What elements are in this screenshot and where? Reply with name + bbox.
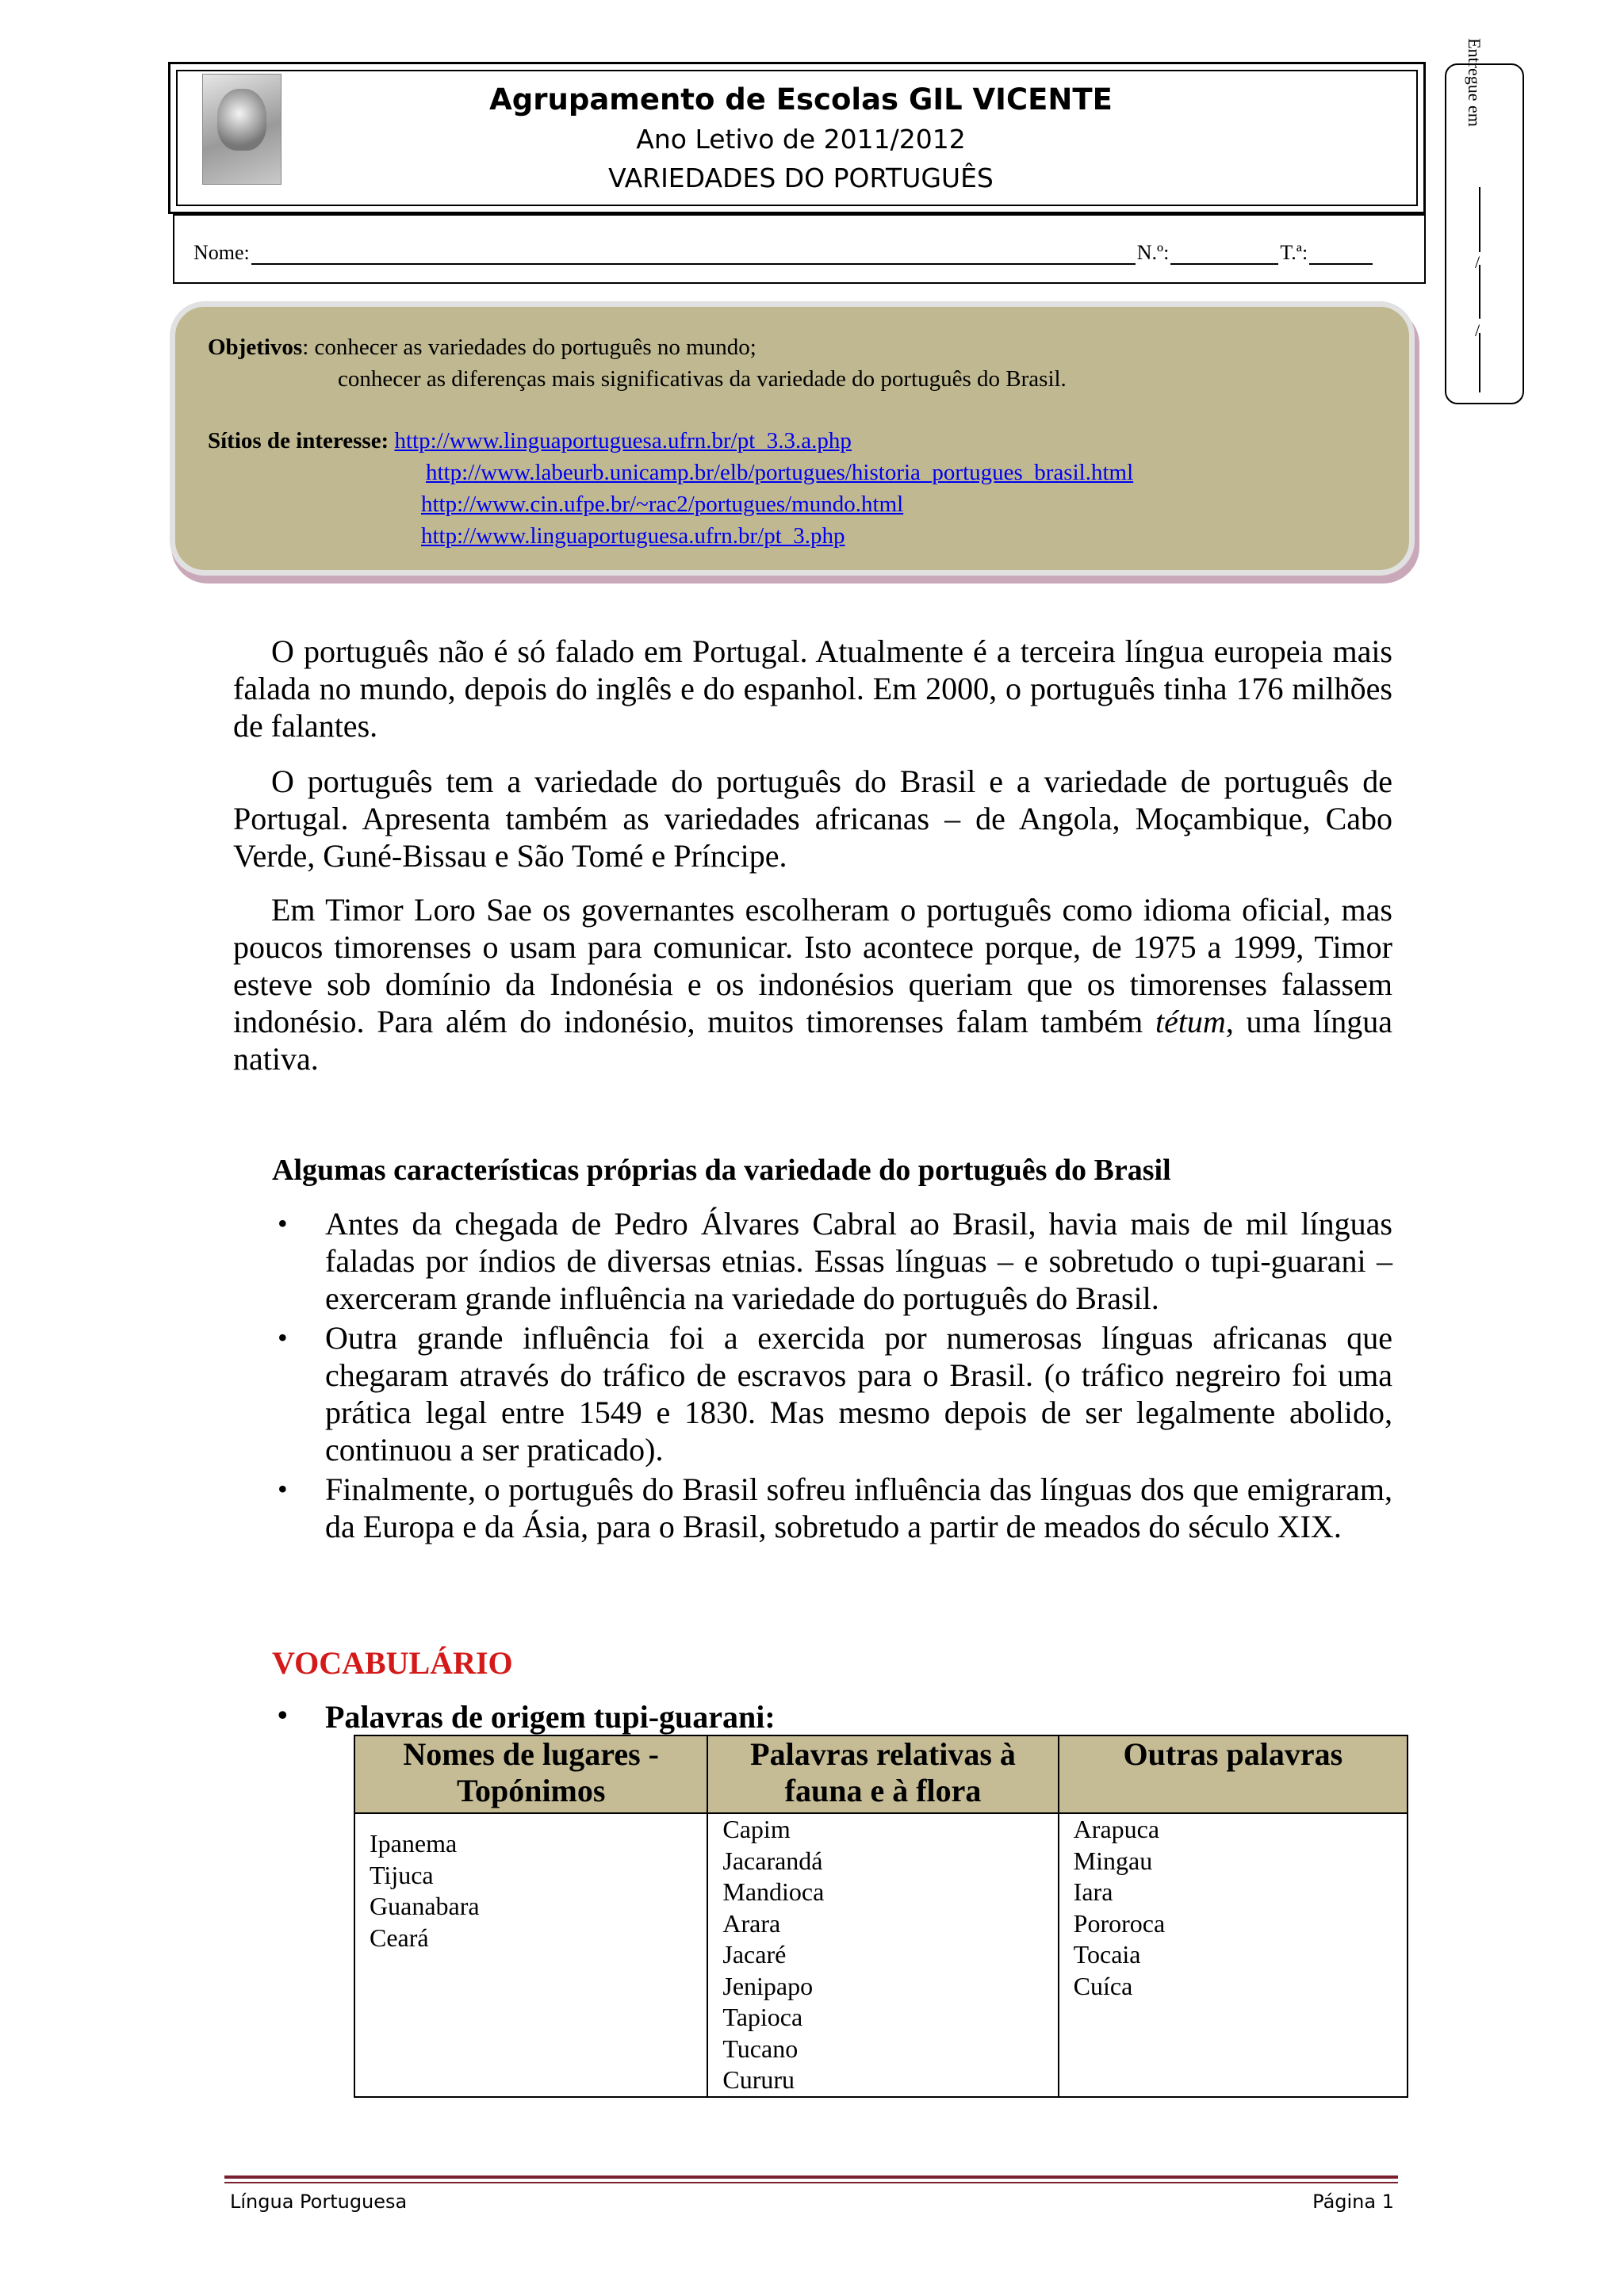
table-cell-word: Arara <box>722 1908 781 1938</box>
objectives-label: Objetivos <box>208 335 303 360</box>
table-cell-word: Cururu <box>722 2065 795 2094</box>
delivery-date-label: Entregue em <box>1465 38 1484 127</box>
table-cell-word: Jacaré <box>722 1940 787 1969</box>
worksheet-title: VARIEDADES DO PORTUGUÊS <box>608 163 994 193</box>
table-header: Nomes de lugares -Topónimos <box>354 1735 707 1813</box>
name-label: Nome: <box>193 241 250 264</box>
table-cell-word: Tijuca <box>370 1860 434 1889</box>
delivery-day-field[interactable] <box>1479 187 1480 252</box>
vocabulary-title: VOCABULÁRIO <box>272 1645 513 1681</box>
footer-subject: Língua Portuguesa <box>230 2191 408 2213</box>
school-year: Ano Letivo de 2011/2012 <box>636 124 966 155</box>
sites-line-3 <box>421 488 903 520</box>
site-link-3[interactable]: http://www.cin.ufpe.br/~rac2/portugues/mundo.html <box>421 492 904 517</box>
table-cell-word: Tocaia <box>1073 1940 1141 1969</box>
name-field[interactable] <box>251 243 1136 265</box>
paragraph-1: O português não é só falado em Portugal. Atualmente é a terceira língua europeia mais falada no mundo, depois do inglês e do espanhol. Em 2000, o português tinha 176 milhões de falantes. <box>233 633 1392 744</box>
class-label: T.ª: <box>1280 241 1308 264</box>
site-link-1[interactable]: http://www.linguaportuguesa.ufrn.br/pt_3.3.a.php <box>394 428 852 453</box>
table-cell-word: Guanabara <box>370 1892 480 1920</box>
footer-rule <box>224 2175 1398 2179</box>
school-logo-portrait <box>202 74 282 185</box>
sites-label: Sítios de interesse: <box>208 428 389 453</box>
table-cell-word: Mingau <box>1073 1846 1153 1875</box>
table-cell-word: Jacarandá <box>722 1846 823 1875</box>
list-item: • Finalmente, o português do Brasil sofreu influência das línguas dos que emigraram, da Europa e da Ásia, para o Brasil, sobretudo a partir de meados do século XIX. <box>325 1471 1392 1545</box>
site-link-4[interactable]: http://www.linguaportuguesa.ufrn.br/pt_3.php <box>421 523 845 549</box>
sites-line-2 <box>426 457 1133 488</box>
characteristics-list <box>325 1205 1392 1548</box>
table-cell-word: Capim <box>722 1815 791 1843</box>
date-separator: / <box>1475 320 1480 340</box>
paragraph-3: Em Timor Loro Sae os governantes escolheram o português como idioma oficial, mas poucos timorenses o usam para comunicar. Isto acontece porque, de 1975 a 1999, Timor esteve sob domínio da Indonésia e os indonésios queriam que os timorenses falassem indonésio. Para além do indonésio, muitos timorenses falam também tétum, uma língua nativa. <box>233 892 1392 1077</box>
number-field[interactable] <box>1170 243 1278 265</box>
paragraph-2: O português tem a variedade do português do Brasil e a variedade de português de Portugal. Apresenta também as variedades africanas – de Angola, Moçambique, Cabo Verde, Guné-Bissau e São Tomé e Príncipe. <box>233 763 1392 874</box>
table-cell-word: Cuíca <box>1073 1971 1133 2000</box>
date-separator: / <box>1475 252 1480 272</box>
section-title: Algumas características próprias da variedade do português do Brasil <box>272 1154 1171 1187</box>
delivery-year-field[interactable] <box>1479 333 1480 392</box>
class-field[interactable] <box>1309 243 1373 265</box>
table-cell-word: Mandioca <box>722 1877 825 1906</box>
site-link-2[interactable]: http://www.labeurb.unicamp.br/elb/portugues/historia_portugues_brasil.html <box>426 460 1134 485</box>
other-words-cell <box>1059 1813 1408 2097</box>
table-cell-word: Ceará <box>370 1923 429 1952</box>
number-label: N.º: <box>1136 241 1170 264</box>
vocabulary-table <box>354 1735 1408 2098</box>
page-number: Página 1 <box>1312 2191 1394 2213</box>
table-cell-word: Jenipapo <box>722 1971 814 2000</box>
sites-line-1 <box>208 425 852 457</box>
objectives-line-2: conhecer as diferenças mais significativas da variedade do português do Brasil. <box>338 366 1067 392</box>
objectives-line-1: Objetivos: conhecer as variedades do português no mundo; <box>208 335 756 360</box>
name-row <box>193 241 1374 265</box>
table-cell-word: Arapuca <box>1073 1815 1160 1843</box>
sites-line-4 <box>421 520 845 552</box>
list-item: • Antes da chegada de Pedro Álvares Cabral ao Brasil, havia mais de mil línguas faladas por índios de diversas etnias. Essas línguas – e sobretudo o tupi-guarani – exerceram grande influência na variedade do português do Brasil. <box>325 1205 1392 1317</box>
table-cell-word: Pororoca <box>1073 1908 1166 1938</box>
tetum-term: tétum <box>1155 1004 1226 1039</box>
table-cell-word: Iara <box>1073 1877 1113 1906</box>
table-cell-word: Tapioca <box>722 2003 803 2031</box>
footer-rule <box>224 2182 1398 2183</box>
table-header: Outras palavras <box>1059 1735 1408 1813</box>
table-cell-word: Ipanema <box>370 1829 458 1858</box>
vocabulary-subtitle: • Palavras de origem tupi-guarani: <box>325 1698 776 1735</box>
table-cell-word: Tucano <box>722 2034 799 2063</box>
school-name: Agrupamento de Escolas GIL VICENTE <box>489 82 1113 117</box>
list-item: • Outra grande influência foi a exercida por numerosas línguas africanas que chegaram através do tráfico de escravos para o Brasil. (o tráfico negreiro foi uma prática legal entre 1549 e 1830. Mas mesmo depois de ser legalmente abolido, continuou a ser praticado). <box>325 1319 1392 1468</box>
delivery-month-field[interactable] <box>1479 265 1480 319</box>
fauna-flora-cell <box>707 1813 1058 2097</box>
table-header: Palavras relativas à fauna e à flora <box>707 1735 1058 1813</box>
toponyms-cell <box>354 1813 707 2097</box>
